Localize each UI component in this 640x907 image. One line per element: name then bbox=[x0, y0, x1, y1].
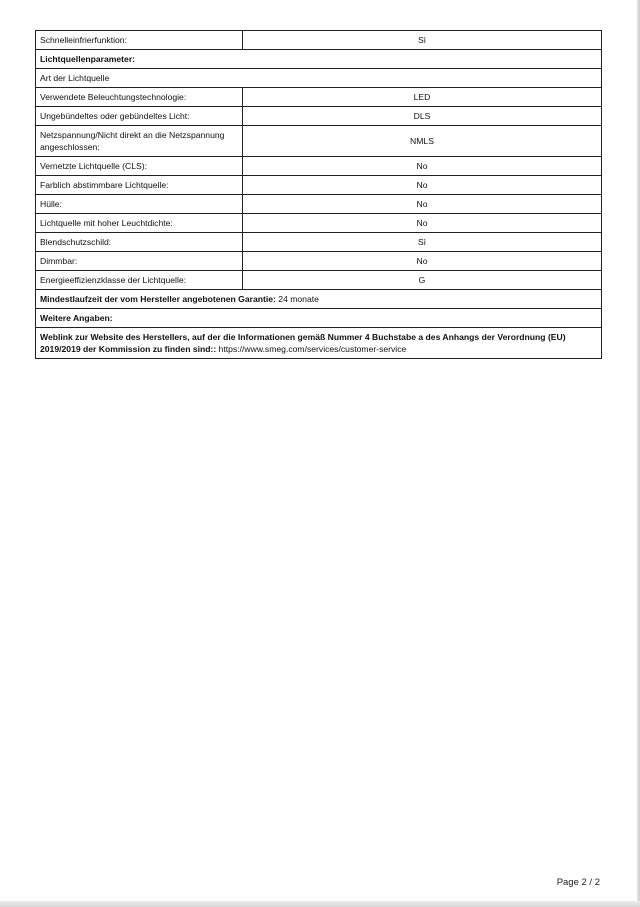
row-value: No bbox=[243, 195, 602, 214]
row-label: Verwendete Beleuchtungstechnologie: bbox=[36, 88, 243, 107]
weblink-label: Weblink zur Website des Herstellers, auf der die Informationen gemäß Nummer 4 Buchstabe a des Anhangs der Verordnung (EU) 2019/2019 der Kommission zu finden sind:: bbox=[40, 332, 566, 354]
table-row bbox=[36, 195, 602, 214]
warranty-label: Mindestlaufzeit der vom Hersteller angebotenen Garantie: bbox=[40, 294, 276, 304]
weblink-row bbox=[36, 328, 602, 359]
row-value: No bbox=[243, 176, 602, 195]
table-row bbox=[36, 157, 602, 176]
section-header-light-source: Lichtquellenparameter: bbox=[36, 50, 602, 69]
page-bottom-shadow bbox=[0, 901, 640, 907]
row-value: DLS bbox=[243, 107, 602, 126]
section-header-row bbox=[36, 50, 602, 69]
row-value: Sì bbox=[243, 233, 602, 252]
section-header-further-info: Weitere Angaben: bbox=[36, 309, 602, 328]
row-value: No bbox=[243, 252, 602, 271]
product-info-table bbox=[35, 30, 602, 359]
row-label: Blendschutzschild: bbox=[36, 233, 243, 252]
row-label: Vernetzte Lichtquelle (CLS): bbox=[36, 157, 243, 176]
weblink-url[interactable]: https://www.smeg.com/services/customer-service bbox=[218, 344, 407, 354]
light-source-type-label: Art der Lichtquelle bbox=[36, 69, 602, 88]
row-label: Netzspannung/Nicht direkt an die Netzspannung angeschlossen: bbox=[36, 126, 243, 157]
row-label: Farblich abstimmbare Lichtquelle: bbox=[36, 176, 243, 195]
table-row bbox=[36, 88, 602, 107]
row-label: Ungebündeltes oder gebündeltes Licht: bbox=[36, 107, 243, 126]
row-value: Sì bbox=[243, 31, 602, 50]
row-value: G bbox=[243, 271, 602, 290]
row-value: NMLS bbox=[243, 126, 602, 157]
weblink-cell bbox=[36, 328, 602, 359]
row-label: Hülle: bbox=[36, 195, 243, 214]
table-row bbox=[36, 107, 602, 126]
warranty-row bbox=[36, 290, 602, 309]
row-label: Energieeffizienzklasse der Lichtquelle: bbox=[36, 271, 243, 290]
section-header-row bbox=[36, 309, 602, 328]
table-row bbox=[36, 233, 602, 252]
page-number: Page 2 / 2 bbox=[556, 877, 600, 888]
row-value: LED bbox=[243, 88, 602, 107]
table-row bbox=[36, 69, 602, 88]
row-value: No bbox=[243, 214, 602, 233]
row-label: Schnelleinfrierfunktion: bbox=[36, 31, 243, 50]
warranty-value: 24 monate bbox=[278, 294, 319, 304]
table-row bbox=[36, 214, 602, 233]
row-label: Dimmbar: bbox=[36, 252, 243, 271]
row-value: No bbox=[243, 157, 602, 176]
table-row bbox=[36, 31, 602, 50]
table-row bbox=[36, 252, 602, 271]
table-row bbox=[36, 176, 602, 195]
table-row bbox=[36, 126, 602, 157]
row-label: Lichtquelle mit hoher Leuchtdichte: bbox=[36, 214, 243, 233]
table-row bbox=[36, 271, 602, 290]
warranty-cell bbox=[36, 290, 602, 309]
